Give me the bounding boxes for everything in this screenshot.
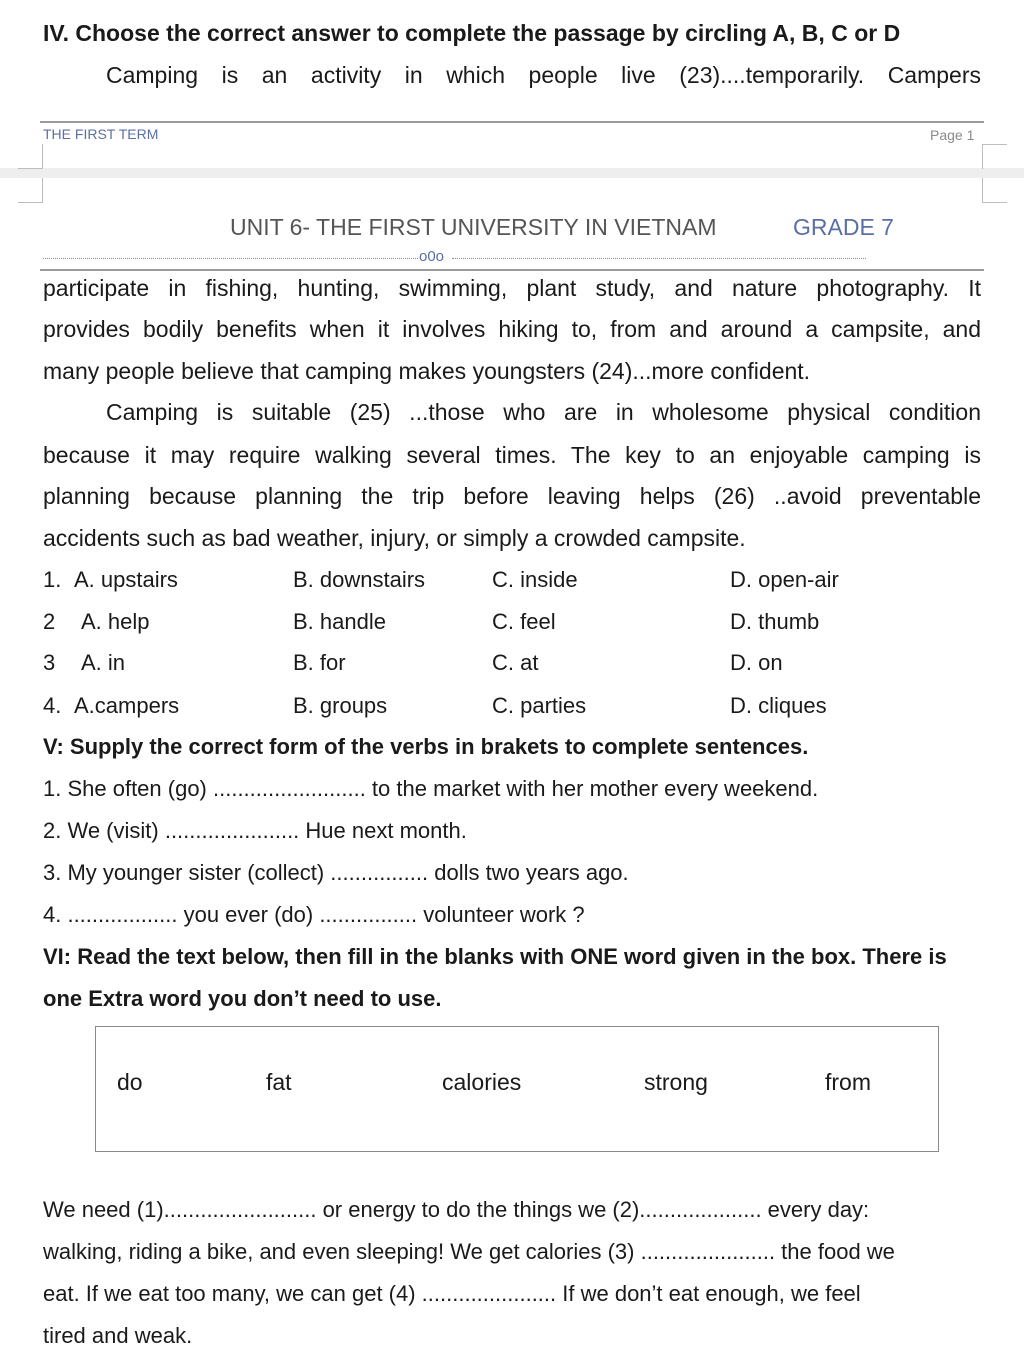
word-box-item: strong — [644, 1069, 708, 1095]
page-number: Page 1 — [930, 127, 975, 143]
word-box-item: do — [117, 1069, 143, 1095]
reading-text-line: tired and weak. — [43, 1323, 193, 1348]
word-box-item: calories — [442, 1069, 522, 1095]
question-number: 4. — [43, 693, 62, 718]
option-b: B. downstairs — [293, 567, 426, 592]
option-a: A. help — [81, 609, 150, 634]
option-c: C. parties — [492, 693, 587, 718]
exercise-item: 2. We (visit) ...................... Hue next month. — [43, 818, 467, 843]
option-a: A.campers — [74, 693, 180, 718]
passage-line: many people believe that camping makes youngsters (24)...more confident. — [43, 358, 811, 384]
exercise-item: 3. My younger sister (collect) ................ dolls two years ago. — [43, 860, 629, 885]
header-dotted-rule — [452, 258, 866, 259]
footer-left-label: THE FIRST TERM — [43, 126, 159, 142]
question-number: 2 — [43, 609, 56, 634]
passage-line: participate in fishing, hunting, swimming, plant study, and nature photography. It — [43, 275, 981, 301]
passage-line: accidents such as bad weather, injury, or simply a crowded campsite. — [43, 525, 746, 551]
option-c: C. inside — [492, 567, 578, 592]
exercise-item: 4. .................. you ever (do) ................ volunteer work ? — [43, 902, 585, 927]
option-d: D. thumb — [730, 609, 820, 634]
page-corner-mark — [982, 144, 1007, 169]
question-number: 3 — [43, 650, 56, 675]
header-ornament: o0o — [419, 248, 445, 265]
unit-title: UNIT 6- THE FIRST UNIVERSITY IN VIETNAM — [230, 214, 717, 240]
word-box-item: from — [825, 1069, 871, 1095]
page-corner-mark — [982, 178, 1007, 203]
option-d: D. open-air — [730, 567, 839, 592]
header-dotted-rule — [43, 258, 418, 259]
option-d: D. on — [730, 650, 783, 675]
reading-text-line: eat. If we eat too many, we can get (4) ...................... If we don’t eat enough, we feel — [43, 1281, 861, 1306]
passage-line: Camping is suitable (25) ...those who are in wholesome physical condition — [106, 399, 981, 425]
passage-line: because it may require walking several times. The key to an enjoyable camping is — [43, 442, 981, 468]
option-b: B. handle — [293, 609, 386, 634]
option-c: C. at — [492, 650, 539, 675]
passage-line: provides bodily benefits when it involves hiking to, from and around a campsite, and — [43, 316, 981, 342]
option-a: A. in — [81, 650, 126, 675]
reading-text-line: We need (1)......................... or energy to do the things we (2).................... every day: — [43, 1197, 870, 1222]
passage-line: Camping is an activity in which people live (23)....temporarily. Campers — [106, 62, 981, 88]
option-d: D. cliques — [730, 693, 827, 718]
option-a: A. upstairs — [74, 567, 178, 592]
question-number: 1. — [43, 567, 62, 592]
reading-text-line: walking, riding a bike, and even sleeping! We get calories (3) ...................... the food we — [43, 1239, 895, 1264]
page-corner-mark — [18, 144, 43, 169]
grade-label: GRADE 7 — [793, 214, 894, 240]
exercise-item: 1. She often (go) ......................... to the market with her mother every weekend. — [43, 776, 819, 801]
header-rule — [40, 269, 984, 271]
section-6-heading: VI: Read the text below, then fill in the blanks with ONE word given in the box. There is — [43, 944, 947, 969]
page-gap — [0, 168, 1024, 178]
page-corner-mark — [18, 178, 43, 203]
option-c: C. feel — [492, 609, 556, 634]
footer-rule — [40, 121, 984, 123]
word-box-item: fat — [266, 1069, 292, 1095]
section-6-heading: one Extra word you don’t need to use. — [43, 986, 442, 1011]
option-b: B. groups — [293, 693, 388, 718]
section-5-heading: V: Supply the correct form of the verbs in brakets to complete sentences. — [43, 734, 809, 759]
passage-line: planning because planning the trip before leaving helps (26) ..avoid preventable — [43, 483, 981, 509]
option-b: B. for — [293, 650, 346, 675]
section-4-heading: IV. Choose the correct answer to complete the passage by circling A, B, C or D — [43, 20, 901, 46]
